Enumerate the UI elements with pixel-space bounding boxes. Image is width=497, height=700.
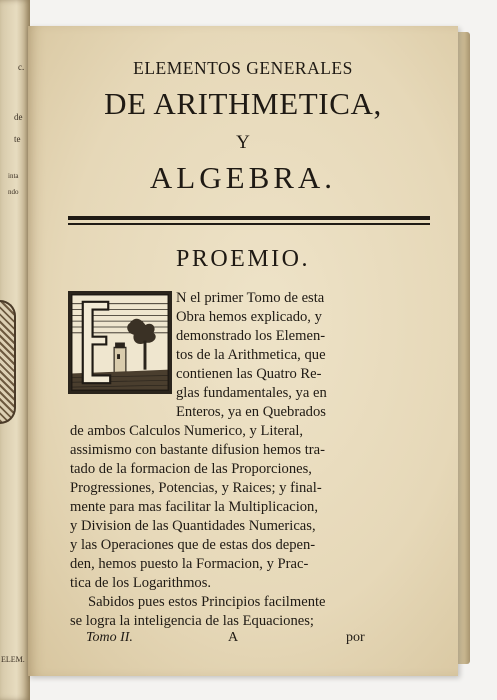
- page-stack-edge: [456, 32, 470, 664]
- body-text-line: den, hemos puesto la Formacion, y Prac-: [70, 556, 309, 572]
- double-rule-thick: [68, 216, 430, 220]
- section-title: PROEMIO.: [175, 246, 310, 272]
- body-text-line: y Division de las Quantidades Numericas,: [70, 518, 316, 534]
- left-page-fragment: de: [14, 112, 23, 122]
- decorated-initial-e: [68, 291, 172, 394]
- book-page: [28, 26, 458, 676]
- body-text-line: Sabidos pues estos Principios facilmente: [88, 594, 326, 610]
- body-text-line: demonstrado los Elemen-: [176, 328, 326, 344]
- left-page-fragment: inta: [8, 172, 19, 180]
- body-text-line: Obra hemos explicado, y: [176, 309, 322, 325]
- left-page-fragment: te: [14, 134, 21, 144]
- body-text-line: tica de los Logarithmos.: [70, 575, 212, 591]
- left-page-edge: [0, 0, 30, 700]
- body-text-line: mente para mas facilitar la Multiplicacion,: [70, 499, 318, 515]
- catchword: por: [346, 630, 365, 645]
- body-text-line: tos de la Arithmetica, que: [176, 347, 326, 363]
- left-page-fragment: ELEM.: [1, 655, 25, 664]
- body-text-line: Progressiones, Potencias, y Raices; y final-: [70, 480, 322, 496]
- body-text-line: Enteros, ya en Quebrados: [176, 404, 326, 420]
- body-text-line: contienen las Quatro Re-: [176, 366, 322, 382]
- body-text-line: glas fundamentales, ya en: [176, 385, 327, 401]
- signature-mark: A: [228, 630, 239, 645]
- woodcut-illustration: [71, 294, 169, 391]
- double-rule-thin: [68, 223, 430, 225]
- body-text-line: N el primer Tomo de esta: [176, 290, 325, 306]
- left-page-fragment: ndo: [8, 188, 19, 196]
- title-line-2: DE ARITHMETICA,: [104, 86, 382, 121]
- body-text-line: assimismo con bastante difusion hemos tra-: [70, 442, 325, 458]
- title-line-1: ELEMENTOS GENERALES: [133, 58, 353, 78]
- body-text-line: y las Operaciones que de estas dos depen-: [70, 537, 316, 553]
- left-page-ornament: [0, 300, 16, 424]
- body-text-line: tado de la formacion de las Proporciones,: [70, 461, 312, 477]
- title-line-4: ALGEBRA.: [149, 160, 337, 195]
- title-line-3: Y: [236, 132, 250, 153]
- left-page-fragment: c.: [18, 62, 25, 72]
- body-text-line: se logra la inteligencia de las Equaciones;: [70, 613, 314, 629]
- signature-line: Tomo II.: [86, 630, 133, 645]
- body-text-line: de ambos Calculos Numerico, y Literal,: [70, 423, 304, 439]
